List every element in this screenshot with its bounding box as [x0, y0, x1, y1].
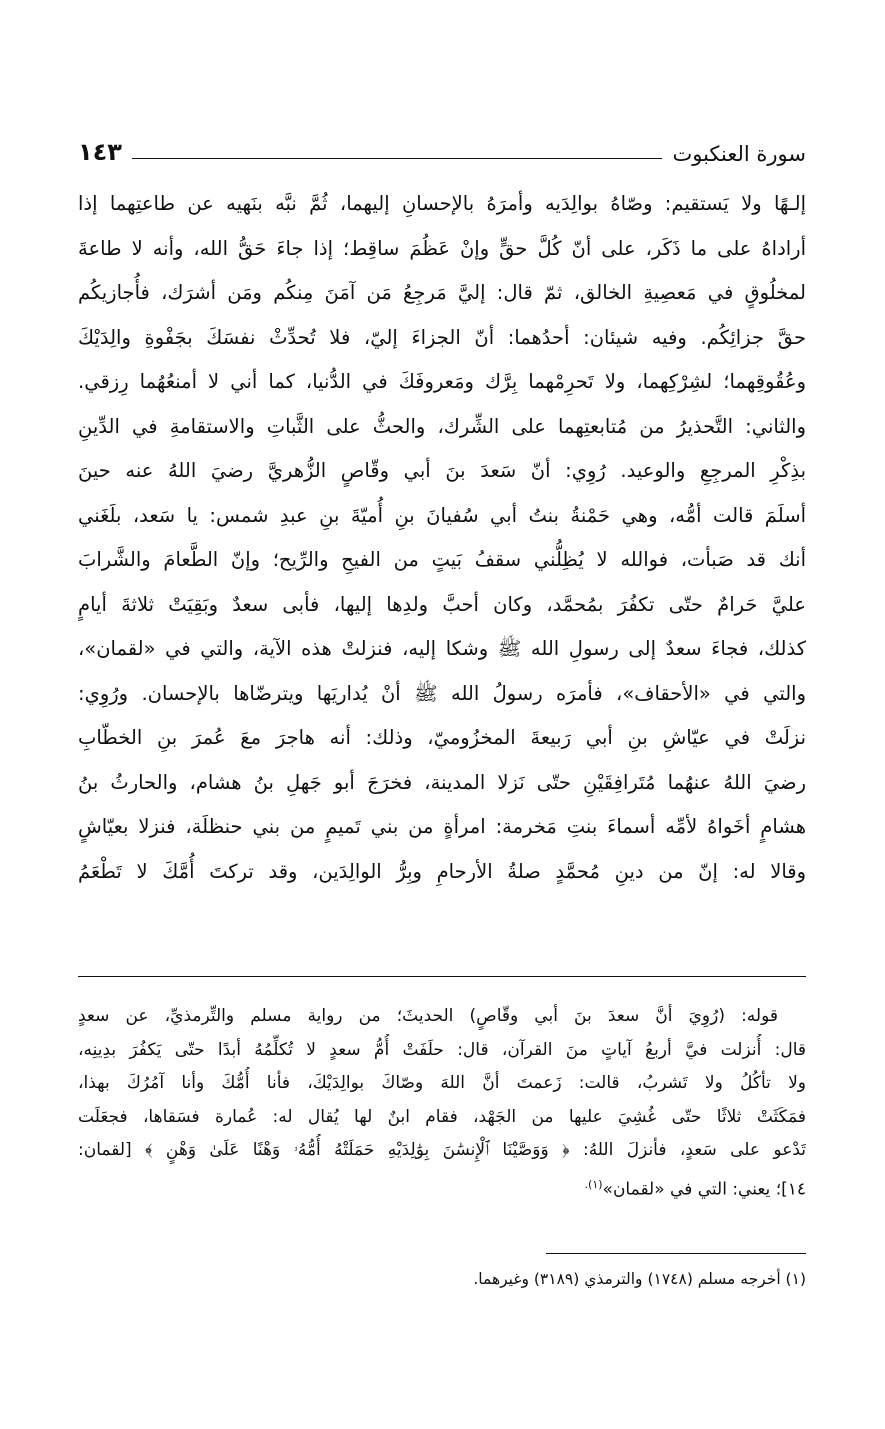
main-line: رضيَ اللهُ عنهُما مُتَرافِقَيْنِ حتّى نَزلا المدينة، فخرَجَ أبو جَهلِ بنُ هشام، والحارثُ بنُ: [78, 770, 806, 794]
book-page: [78, 120, 806, 1360]
commentary-line: [78, 1168, 806, 1202]
main-text: [78, 182, 806, 894]
commentary: [78, 1000, 806, 1201]
main-line: أنك قد صَبأت، فوالله لا يُظِلُّني سقفُ بَيتٍ من الفيحِ والرِّيح؛ وإنّ الطَّعامَ والشَّرابَ: [78, 548, 806, 571]
main-line: بذِكْرِ المرجِعِ والوعيد. رُوِي: أنّ سَعدَ بنَ أبي وقّاصٍ الزُّهريَّ رضيَ اللهُ عنه حينَ: [78, 459, 806, 482]
commentary-line-text: قوله: (رُوِيَ أنَّ سعدَ بنَ أبي وقّاصٍ) الحديثَ؛ من رواية مسلم والتِّرمذيِّ، عن سعدٍ: [78, 1006, 778, 1026]
commentary-line: ولا تأكُلُ ولا تَشربُ، قالت: زَعمتَ أنَّ اللهَ وصّاكَ بوالِدَيْكَ، فأنا أُمُّكَ وأنا آمُرُكَ بهذا،: [78, 1073, 806, 1093]
commentary-line: قال: أُنزلت فيَّ أربعُ آياتٍ منَ القرآن، قال: حلَفَتْ أُمُّ سعدٍ لا تُكلِّمُهُ أبدًا حتّى يَكفُرَ بدِينِه،: [78, 1039, 806, 1060]
main-line: وعُقُوقِهما؛ لشِرْكِهما، ولا تَحرِمْهما بِرَّك ومَعروفَكَ في الدُّنيا، كما أني لا أمنعُهُما رِزقي.: [78, 370, 806, 393]
page-number: ١٤٣: [78, 138, 122, 166]
text-separator: [78, 976, 806, 977]
main-line: عليَّ حَرامٌ حتّى تكفُرَ بمُحمَّد، وكان أحبَّ ولدِها إليها، فأبى سعدٌ وبَقِيَتْ ثلاثةَ أيامٍ: [78, 592, 806, 616]
main-line: لمخلُوقٍ في مَعصِيةِ الخالق، ثمّ قال: إليَّ مَرجِعُ مَن آمَنَ مِنكُم ومَن أشرَك، فأُجازيكُم: [78, 281, 806, 304]
header-rule: [132, 158, 663, 159]
main-line: أسلَمَ قالت أمُّه، وهي حَمْنةُ بنتُ أبي سُفيانَ بنِ أُميّةَ بنِ عبدِ شمس: يا سَعد، بلَغَني: [78, 503, 806, 527]
commentary-line: [78, 1000, 806, 1034]
main-line: هشامٍ أخَواهُ لأمِّه أسماءَ بنتِ مَخرمة: امرأةٍ من بني تَميمٍ من بني حنظلَة، فنزلا بعيّاشٍ: [78, 815, 806, 838]
main-line: والتي في «الأحقاف»، فأمرَه رسولُ الله ﷺ أنْ يُداريَها ويترضّاها بالإحسان. ورُوِي:: [78, 681, 806, 705]
main-line: وقالا له: إنّ من دينِ مُحمَّدٍ صلةُ الأرحامِ وبِرُّ الوالِدَين، وقد تركتَ أُمَّكَ لا تَطْعَمُ: [78, 859, 806, 883]
footnote-separator: [546, 1253, 806, 1254]
running-header: [78, 130, 806, 166]
footnote-ref: (١).: [584, 1177, 603, 1191]
main-line: والثاني: التَّحذيرُ من مُتابعتِهما على الشِّرك، والحثُّ على الثَّباتِ والاستقامةِ في الدِّينِ: [78, 414, 806, 438]
surah-title: سورة العنكبوت: [672, 142, 806, 166]
footnote: (١) أخرجه مسلم (١٧٤٨) والترمذي (٣١٨٩) وغيرهما.: [473, 1270, 806, 1288]
commentary-line: فمَكَثَتْ ثلاثًا حتّى غُشِيَ عليها من الجَهْد، فقام ابنٌ لها يُقال له: عُمارة فسَقاها، فجعَلَت: [78, 1106, 806, 1127]
main-line: حقَّ جزائِكُم. وفيه شيئان: أحدُهما: أنّ الجزاءَ إليّ، فلا تُحدِّثْ نفسَكَ بجَفْوةِ والِدَيْكَ: [78, 325, 806, 349]
main-line: نزلَتْ في عيّاشِ بنِ أبي رَبيعةَ المخزُوميّ، وذلك: أنه هاجرَ معَ عُمرَ بنِ الخطّابِ: [78, 726, 806, 749]
main-line: أراداهُ على ما ذَكَر، على أنّ كُلَّ حقٍّ وإنْ عَظُمَ ساقِط؛ إذا جاءَ حَقُّ الله، وأنه لا طاعةَ: [78, 236, 806, 260]
main-line: كذلك، فجاءَ سعدٌ إلى رسولِ الله ﷺ وشكا إليه، فنزلتْ هذه الآية، والتي في «لقمان»،: [78, 637, 806, 660]
main-line: إلـهًا ولا يَستقيم: وصّاهُ بوالِدَيه وأمرَهُ بالإحسانِ إليهما، ثُمَّ نبَّه بنَهيه عن طاعتِهما إذا: [78, 192, 806, 215]
commentary-line-text: ١٤]؛ يعني: التي في «لقمان»: [602, 1179, 806, 1200]
commentary-line: تَدْعو على سَعدٍ، فأنزلَ اللهُ: ﴿ وَوَصَّيْنَا ٱلْإِنسَٰنَ بِوَٰلِدَيْهِ حَمَلَتْهُ أُمُّهُۥ وَهْنًا عَلَىٰ وَهْنٍ ﴾ [لقمان:: [78, 1140, 806, 1160]
